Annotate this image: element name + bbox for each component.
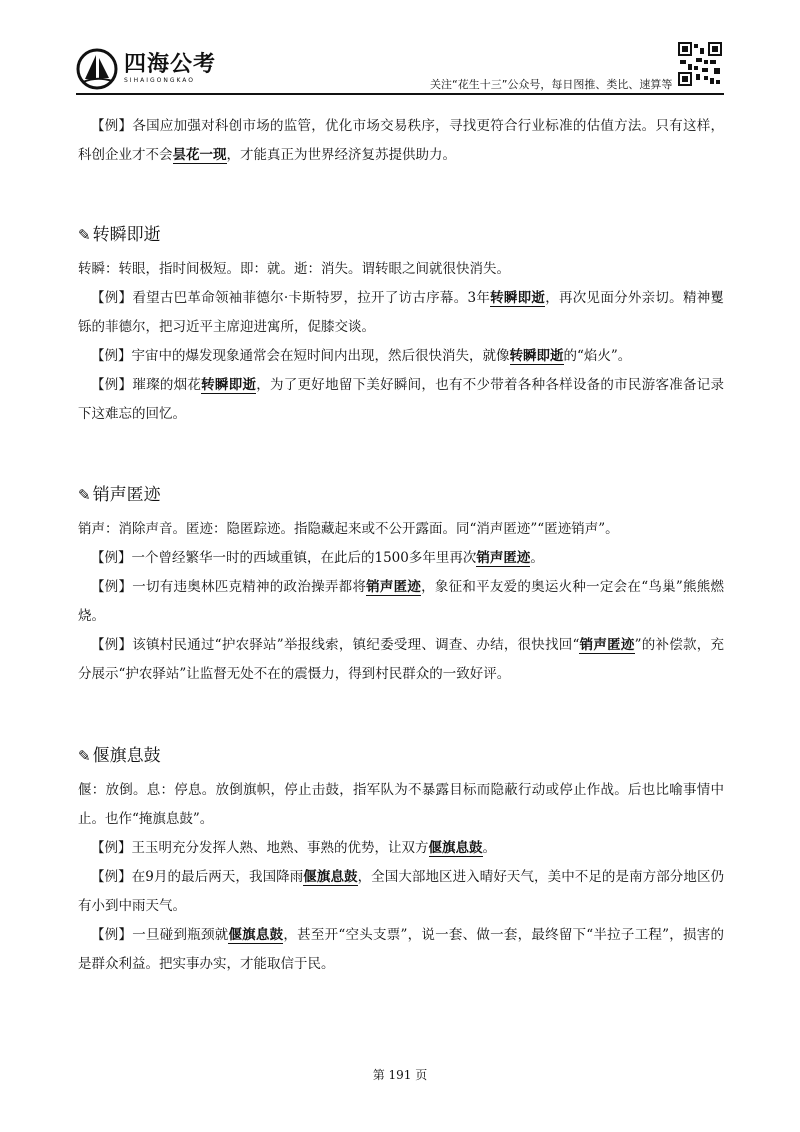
example-paragraph (78, 112, 724, 170)
example-text: 各国应加强对科创市场的监管，优化市场交易秩序，寻找更符合行业标准的估值方法。只有这样，科创企业才不会 (78, 118, 725, 163)
page-header (0, 0, 800, 105)
example-paragraph: 【例】璀璨的烟花转瞬即逝，为了更好地留下美好瞬间，也有不少带着各种各样设备的市民游客准备记录下这难忘的回忆。 (78, 377, 725, 422)
pencil-icon: ✎ (78, 226, 91, 244)
brand-logo (76, 48, 216, 90)
idiom-heading: ✎ 销声匿迹 (78, 485, 161, 505)
header-tagline: 关注“花生十三”公众号，每日图推、类比、速算等 (430, 78, 673, 91)
idiom-highlight: 转瞬即逝 (490, 290, 546, 306)
example-paragraph: 【例】一个曾经繁华一时的西域重镇，在此后的1500多年里再次销声匿迹。 (91, 550, 544, 566)
brand-subtitle: SIHAIGONGKAO (124, 77, 196, 84)
idiom-definition: 销声：消除声音。匿迹：隐匿踪迹。指隐藏起来或不公开露面。同“消声匿迹”“匿迹销声”。 (78, 521, 619, 537)
brand-name: 四海公考 (124, 52, 217, 77)
idiom-highlight: 昙花一现 (172, 147, 227, 163)
example-tag: 【例】 (91, 118, 133, 134)
idiom-highlight: 转瞬即逝 (201, 377, 257, 393)
idiom-definition: 偃：放倒。息：停息。放倒旗帜，停止击鼓，指军队为不暴露目标而隐蔽行动或停止作战。后也比喻事情中止。也作“掩旗息鼓”。 (78, 782, 724, 827)
idiom-highlight: 偃旗息鼓 (303, 869, 358, 885)
example-paragraph: 【例】在9月的最后两天，我国降雨偃旗息鼓，全国大部地区进入晴好天气，美中不足的是南方部分地区仍有小到中雨天气。 (78, 869, 725, 914)
header-divider (76, 93, 724, 95)
idiom-highlight: 销声匿迹 (476, 550, 531, 566)
pencil-icon: ✎ (78, 486, 91, 504)
idiom-highlight: 销声匿迹 (579, 637, 635, 653)
example-paragraph: 【例】看望古巴革命领袖菲德尔·卡斯特罗，拉开了访古序幕。3年转瞬即逝，再次见面分外亲切。精神矍铄的菲德尔，把习近平主席迎进寓所，促膝交谈。 (78, 290, 725, 335)
idiom-highlight: 偃旗息鼓 (228, 927, 284, 943)
idiom-heading: ✎ 转瞬即逝 (78, 225, 161, 245)
example-paragraph: 【例】宇宙中的爆发现象通常会在短时间内出现，然后很快消失，就像转瞬即逝的“焰火”。 (91, 348, 632, 364)
example-text: ，才能真正为世界经济复苏提供助力。 (226, 147, 456, 163)
example-paragraph: 【例】一切有违奥林匹克精神的政治操弄都将销声匿迹，象征和平友爱的奥运火种一定会在“鸟巢”熊熊燃烧。 (78, 579, 725, 624)
example-paragraph: 【例】王玉明充分发挥人熟、地熟、事熟的优势，让双方偃旗息鼓。 (91, 840, 496, 856)
idiom-highlight: 销声匿迹 (366, 579, 422, 595)
idiom-definition: 转瞬：转眼，指时间极短。即：就。逝：消失。谓转眼之间就很快消失。 (78, 261, 510, 277)
pencil-icon: ✎ (78, 747, 91, 765)
example-paragraph: 【例】该镇村民通过“护农驿站”举报线索，镇纪委受理、调查、办结，很快找回“销声匿迹”的补偿款，充分展示“护农驿站”让监督无处不在的震慑力，得到村民群众的一致好评。 (78, 637, 725, 682)
qr-code-icon (678, 42, 722, 86)
idiom-highlight: 偃旗息鼓 (428, 840, 483, 856)
idiom-heading: ✎ 偃旗息鼓 (78, 746, 161, 766)
logo-sail-icon (76, 48, 118, 90)
example-paragraph: 【例】一旦碰到瓶颈就偃旗息鼓，甚至开“空头支票”，说一套、做一套，最终留下“半拉子工程”，损害的是群众利益。把实事办实，才能取信于民。 (78, 927, 725, 972)
page-content (78, 112, 724, 979)
page-number: 第 191 页 (372, 1068, 428, 1082)
idiom-highlight: 转瞬即逝 (509, 348, 564, 364)
